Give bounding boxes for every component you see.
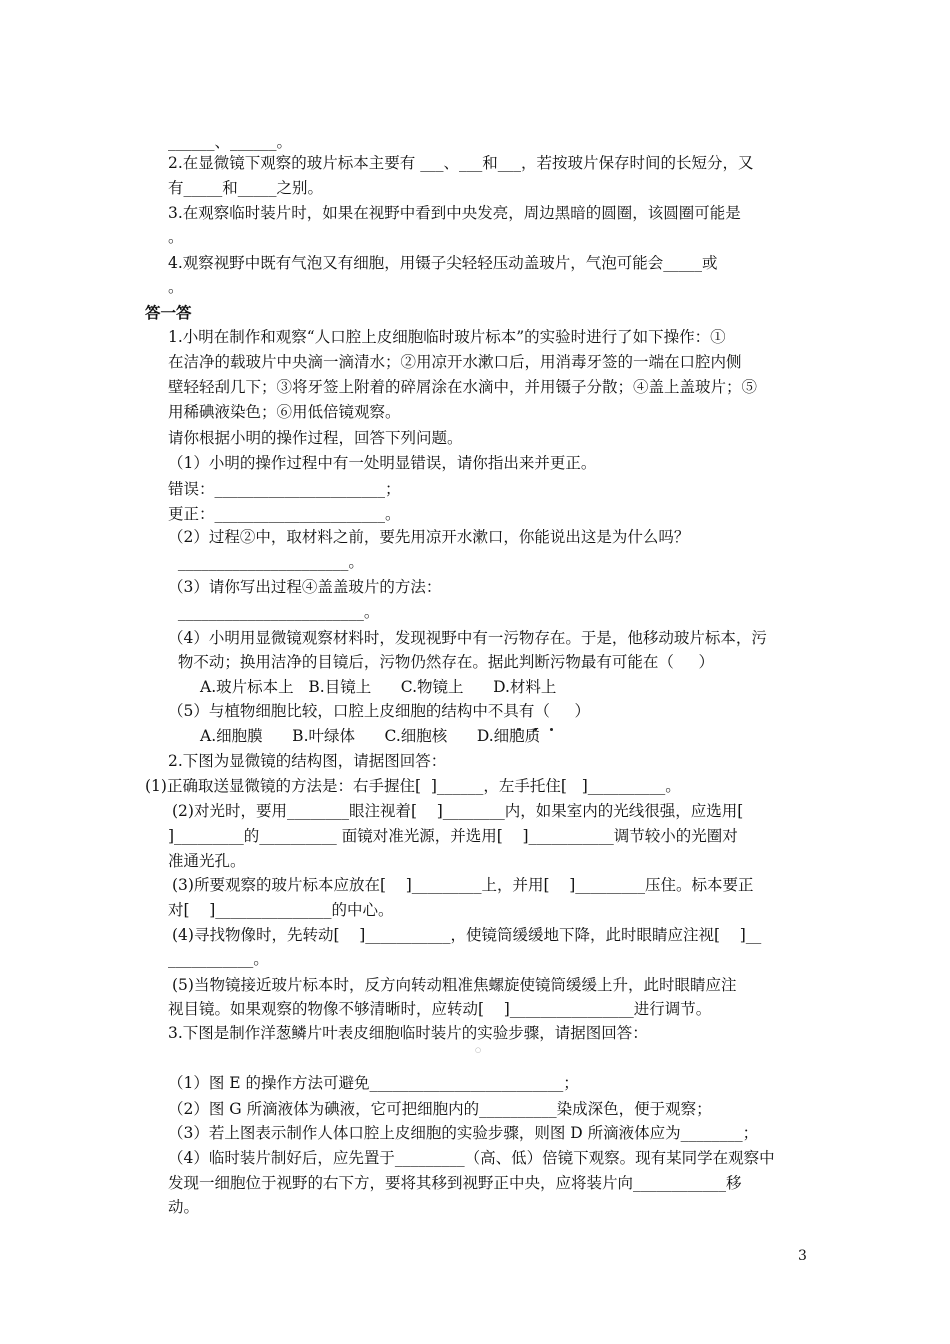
text-line: 有_____和_____之别。 (168, 179, 324, 197)
text-line: 发现一细胞位于视野的右下方，要将其移到视野正中央，应将装片向____________移 (168, 1174, 742, 1192)
text-line: 动。 (168, 1198, 200, 1216)
text-line: 请你根据小明的操作过程，回答下列问题。 (168, 429, 463, 447)
text-line: (2)对光时，要用________眼注视着[ ]________内，如果室内的光线很强，应选用[ (172, 802, 744, 820)
answer-options: A.玻片标本上 B.目镜上 C.物镜上 D.材料上 (200, 678, 557, 696)
text-line: (4)寻找物像时，先转动[ ]___________，使镜筒缓缓地下降，此时眼睛应注视[ ]__ (172, 926, 762, 944)
text-line: （2）图 G 所滴液体为碘液，它可把细胞内的__________染成深色，便于观察； (168, 1100, 712, 1118)
text-line: （5）与植物细胞比较，口腔上皮细胞的结构中不具有（ ） (168, 702, 590, 720)
text-line: 在洁净的载玻片中央滴一滴清水；②用凉开水漱口后，用消毒牙签的一端在口腔内侧 (168, 353, 742, 371)
text-line: （2）过程②中，取材料之前，要先用凉开水漱口，你能说出这是为什么吗？ (168, 528, 690, 546)
text-line: ______、______。 (168, 133, 293, 151)
section-heading: 答一答 (145, 303, 192, 322)
text-line: 。 (168, 228, 184, 246)
text-line: （4）临时装片制好后，应先置于_________（高、低）倍镜下观察。现有某同学在观察中 (168, 1149, 775, 1167)
text-line: 。 (168, 278, 184, 296)
page-number: 3 (798, 1248, 807, 1264)
text-line: 更正：______________________。 (168, 505, 401, 523)
text-line: 物不动；换用洁净的目镜后，污物仍然存在。据此判断污物最有可能在（ ） (168, 653, 714, 671)
text-line: ___________。 (168, 950, 269, 968)
text-line: 3.在观察临时装片时，如果在视野中看到中央发亮，周边黑暗的圆圈，该圆圈可能是 (168, 204, 741, 222)
text-line: 1.小明在制作和观察“人口腔上皮细胞临时玻片标本”的实验时进行了如下操作：① (168, 328, 726, 346)
text-line: (1)正确取送显微镜的方法是：右手握住[ ]______，左手托住[ ]__________。 (145, 777, 681, 795)
text-line: （4）小明用显微镜观察材料时，发现视野中有一污物存在。于是，他移动玻片标本，污 (168, 629, 767, 647)
text-line: ______________________。 (168, 553, 364, 571)
text-line: 4.观察视野中既有气泡又有细胞，用镊子尖轻轻压动盖玻片，气泡可能会_____或 (168, 254, 718, 272)
text-line: ________________________。 (168, 603, 380, 621)
text-line: 用稀碘液染色；⑥用低倍镜观察。 (168, 403, 401, 421)
emphasis-dot (550, 728, 553, 731)
text-line: （3）请你写出过程④盖盖玻片的方法： (168, 578, 442, 596)
text-line: 准通光孔。 (168, 852, 246, 870)
text-line: 视目镜。如果观察的物像不够清晰时，应转动[ ]________________进行调节。 (168, 1000, 712, 1018)
text-line: 2.在显微镜下观察的玻片标本主要有 ___、___和___，若按玻片保存时间的长短分，又 (168, 154, 754, 172)
text-line: 3.下图是制作洋葱鳞片叶表皮细胞临时装片的实验步骤，请据图回答： (168, 1024, 648, 1042)
text-line: (3)所要观察的玻片标本应放在[ ]_________上，并用[ ]_________压住。标本要正 (172, 876, 754, 894)
answer-options: A.细胞膜 B.叶绿体 C.细胞核 D.细胞质 (200, 727, 541, 745)
text-line: ]_________的__________ 面镜对准光源，并选用[ ]___________调节较小的光圈对 (168, 827, 738, 845)
text-line: 对[ ]_______________的中心。 (168, 901, 394, 919)
text-line: 错误：______________________； (168, 480, 401, 498)
text-line: (5)当物镜接近玻片标本时，反方向转动粗准焦螺旋使镜筒缓缓上升，此时眼睛应注 (172, 976, 737, 994)
text-line: 2.下图为显微镜的结构图，请据图回答： (168, 752, 447, 770)
text-line: （1）小明的操作过程中有一处明显错误，请你指出来并更正。 (168, 454, 597, 472)
text-line: （3）若上图表示制作人体口腔上皮细胞的实验步骤，则图 D 所滴液体应为________； (168, 1124, 759, 1142)
faint-mark: ○ (475, 1046, 482, 1054)
text-line: 壁轻轻刮几下；③将牙签上附着的碎屑涂在水滴中，并用镊子分散；④盖上盖玻片；⑤ (168, 378, 758, 396)
text-line: （1）图 E 的操作方法可避免_________________________； (168, 1074, 579, 1092)
